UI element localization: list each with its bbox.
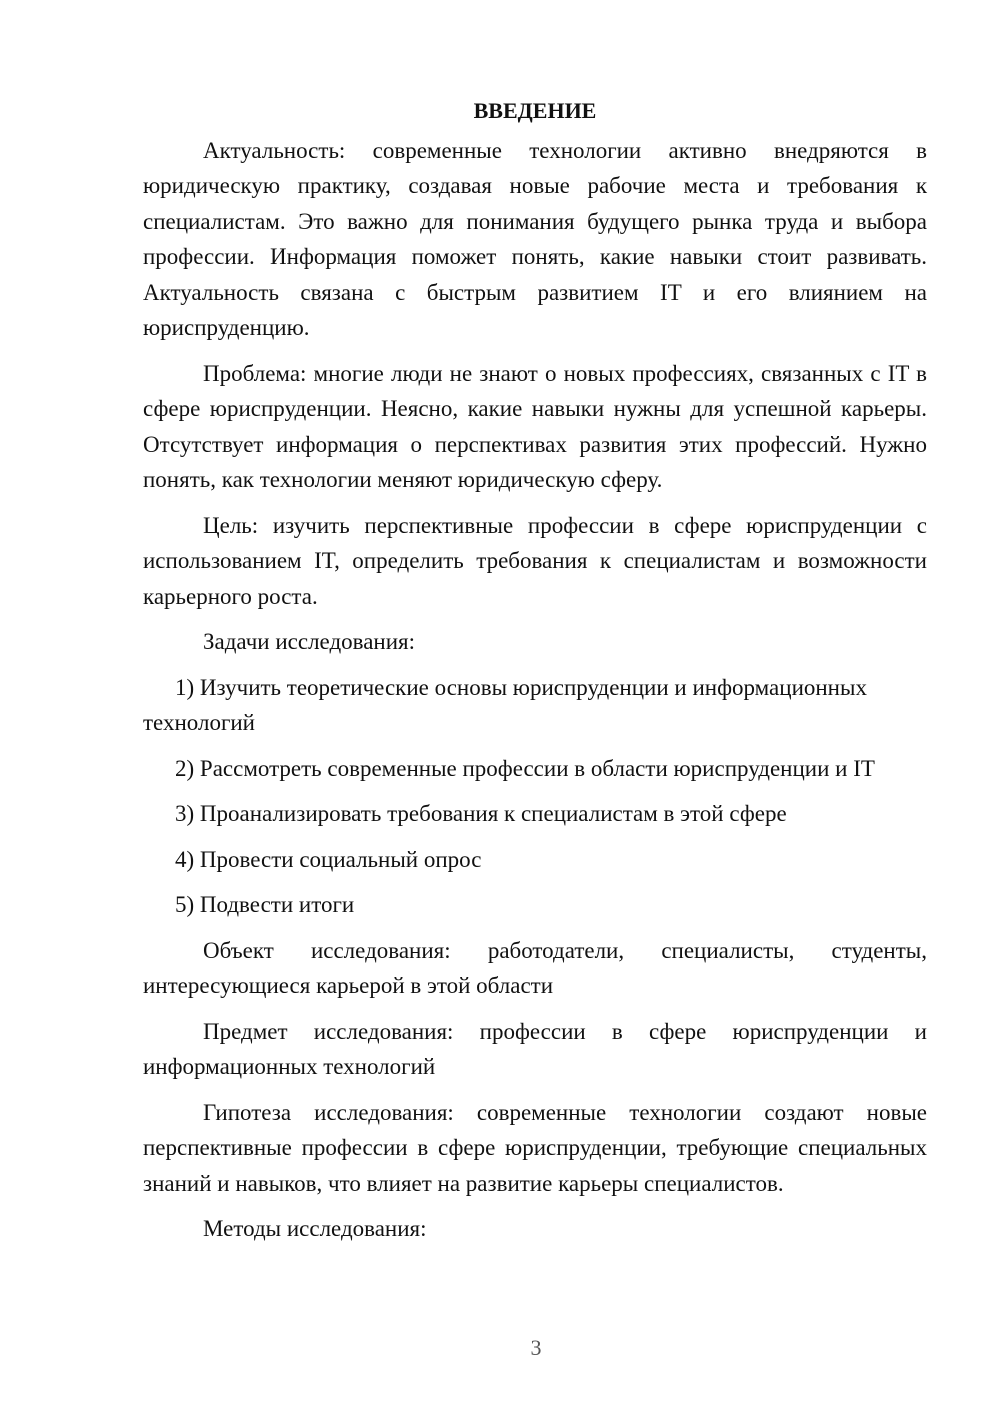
page-content [143, 93, 927, 1257]
task-item: 1) Изучить теоретические основы юриспруденции и информационных технологий [143, 674, 867, 735]
page-title: ВВЕДЕНИЕ [473, 98, 597, 123]
hypothesis-paragraph: Гипотеза исследования: современные технологии создают новые перспективные профессии в сфере юриспруденции, требующие специальных знаний и навыков, что влияет на развитие карьеры специалистов. [143, 1099, 927, 1196]
task-item: 4) Провести социальный опрос [175, 846, 482, 872]
task-item: 5) Подвести итоги [175, 892, 355, 917]
subject-paragraph: Предмет исследования: профессии в сфере юриспруденции и информационных технологий [143, 1018, 927, 1079]
tasks-title: Задачи исследования: [203, 629, 416, 654]
page-number-footer [0, 1330, 1000, 1366]
page-number: 3 [530, 1335, 542, 1360]
task-item: 3) Проанализировать требования к специалистам в этой сфере [175, 801, 787, 826]
relevance-paragraph: Актуальность: современные технологии активно внедряются в юридическую практику, создавая новые рабочие места и требования к специалистам. Это важно для понимания будущего рынка труда и выбора профессии. Информация поможет понять, какие навыки стоит развивать. Актуальность связана с быстрым развитием IT и его влиянием на юриспруденцию. [143, 137, 927, 340]
object-paragraph: Объект исследования: работодатели, специалисты, студенты, интересующиеся карьерой в этой области [143, 937, 927, 998]
goal-paragraph: Цель: изучить перспективные профессии в сфере юриспруденции с использованием IT, определить требования к специалистам и возможности карьерного роста. [143, 512, 927, 609]
task-item: 2) Рассмотреть современные профессии в области юриспруденции и IT [175, 755, 875, 781]
problem-paragraph: Проблема: многие люди не знают о новых профессиях, связанных с IT в сфере юриспруденции. Неясно, какие навыки нужны для успешной карьеры. Отсутствует информация о перспективах развития этих профессий. Нужно понять, как технологии меняют юридическую сферу. [143, 360, 927, 492]
tasks-list [143, 670, 927, 923]
methods-title: Методы исследования: [203, 1216, 427, 1241]
